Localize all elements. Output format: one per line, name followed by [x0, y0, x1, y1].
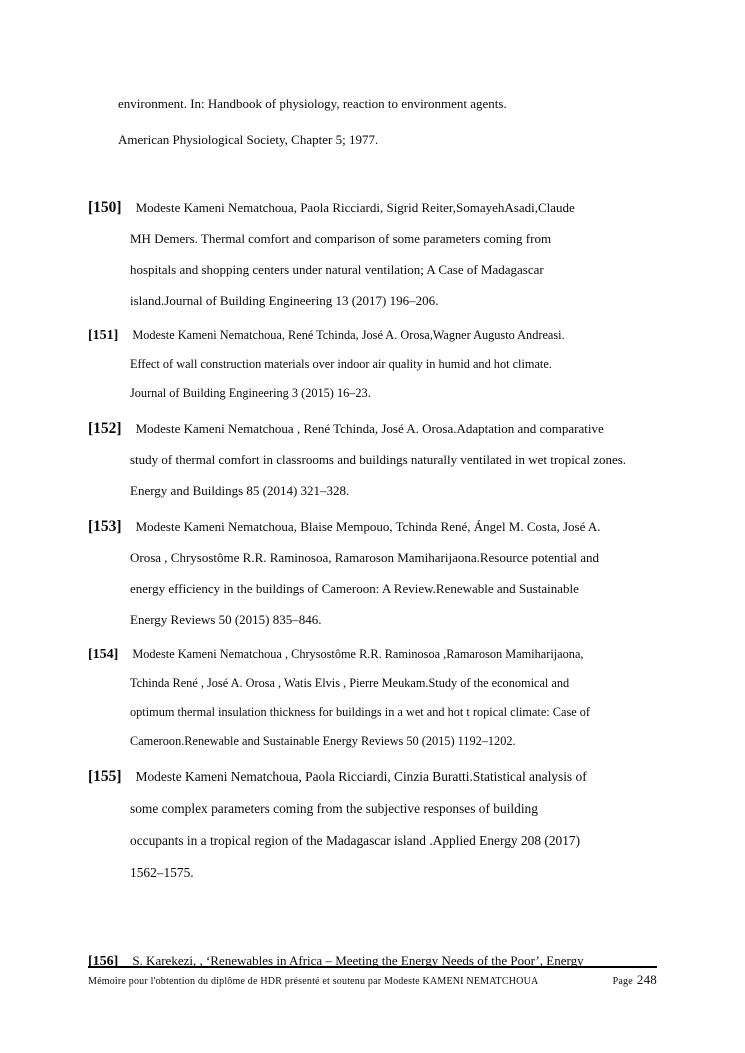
reference-line: MH Demers. Thermal comfort and comparison of some parameters coming from	[130, 231, 552, 246]
reference-line: Energy and Buildings 85 (2014) 321–328.	[130, 483, 350, 498]
reference-id: [151]	[88, 328, 119, 343]
footer-page-label: Page	[612, 976, 633, 987]
reference-text: S. Karekezi, , ‘Renewables in Africa – Meeting the Energy Needs of the Poor’, Energy	[132, 953, 584, 968]
reference-line: occupants in a tropical region of the Madagascar island .Applied Energy 208 (2017)	[130, 833, 581, 848]
reference-text: Modeste Kameni Nematchoua, Paola Ricciardi, Cinzia Buratti.Statistical analysis of	[135, 769, 587, 784]
reference-line	[88, 321, 657, 350]
reference-line: Energy Reviews 50 (2015) 835–846.	[130, 612, 322, 627]
reference-id: [155]	[88, 768, 122, 785]
reference-line	[88, 761, 657, 793]
reference-entry	[88, 511, 657, 635]
footer-page-number: 248	[636, 972, 657, 987]
reference-text: Modeste Kameni Nematchoua , René Tchinda, José A. Orosa.Adaptation and comparative	[135, 421, 604, 436]
reference-entry	[88, 413, 657, 506]
reference-continuation	[88, 86, 657, 158]
reference-id: [153]	[88, 518, 122, 535]
reference-text: Modeste Kameni Nematchoua, René Tchinda, José A. Orosa,Wagner Augusto Andreasi.	[132, 328, 565, 342]
reference-line	[88, 640, 657, 669]
reference-line	[88, 511, 657, 542]
reference-entry	[88, 321, 657, 408]
footer-text: Mémoire pour l'obtention du diplôme de HDR présenté et soutenu par Modeste KAMENI NEMATCHOUA	[88, 976, 539, 987]
reference-entry	[88, 192, 657, 316]
reference-line: some complex parameters coming from the subjective responses of building	[130, 801, 538, 816]
reference-line: study of thermal comfort in classrooms and buildings naturally ventilated in wet tropical zones.	[130, 452, 627, 467]
reference-entry	[88, 761, 657, 889]
reference-list	[88, 192, 657, 977]
reference-line: 1562–1575.	[130, 865, 194, 880]
reference-line: American Physiological Society, Chapter 5; 1977.	[118, 132, 379, 147]
reference-line: optimum thermal insulation thickness for buildings in a wet and hot t ropical climate: Case of	[130, 705, 591, 719]
reference-line: environment. In: Handbook of physiology, reaction to environment agents.	[118, 96, 507, 111]
reference-line: Tchinda René , José A. Orosa , Watis Elvis , Pierre Meukam.Study of the economical and	[130, 676, 570, 690]
reference-text: Modeste Kameni Nematchoua, Blaise Mempouo, Tchinda René, Ángel M. Costa, José A.	[135, 519, 601, 534]
reference-line: Journal of Building Engineering 3 (2015) 16–23.	[130, 386, 371, 400]
reference-id: [152]	[88, 420, 122, 437]
page-footer	[88, 966, 657, 988]
reference-text: Modeste Kameni Nematchoua , Chrysostôme R.R. Raminosoa ,Ramaroson Mamiharijaona,	[132, 647, 584, 661]
reference-line	[88, 413, 657, 444]
reference-line: Effect of wall construction materials over indoor air quality in humid and hot climate.	[130, 357, 552, 371]
reference-line: hospitals and shopping centers under natural ventilation; A Case of Madagascar	[130, 262, 544, 277]
reference-id: [150]	[88, 199, 122, 216]
reference-line: Orosa , Chrysostôme R.R. Raminosoa, Ramaroson Mamiharijaona.Resource potential and	[130, 550, 599, 565]
reference-line: island.Journal of Building Engineering 13 (2017) 196–206.	[130, 293, 439, 308]
footer-page-indicator	[613, 972, 657, 988]
reference-line	[88, 192, 657, 223]
reference-id: [156]	[88, 954, 119, 969]
reference-entry	[88, 640, 657, 756]
reference-line: Cameroon.Renewable and Sustainable Energy Reviews 50 (2015) 1192–1202.	[130, 734, 516, 748]
reference-text: Modeste Kameni Nematchoua, Paola Ricciardi, Sigrid Reiter,SomayehAsadi,Claude	[135, 200, 575, 215]
reference-line: energy efficiency in the buildings of Cameroon: A Review.Renewable and Sustainable	[130, 581, 579, 596]
reference-id: [154]	[88, 647, 119, 662]
